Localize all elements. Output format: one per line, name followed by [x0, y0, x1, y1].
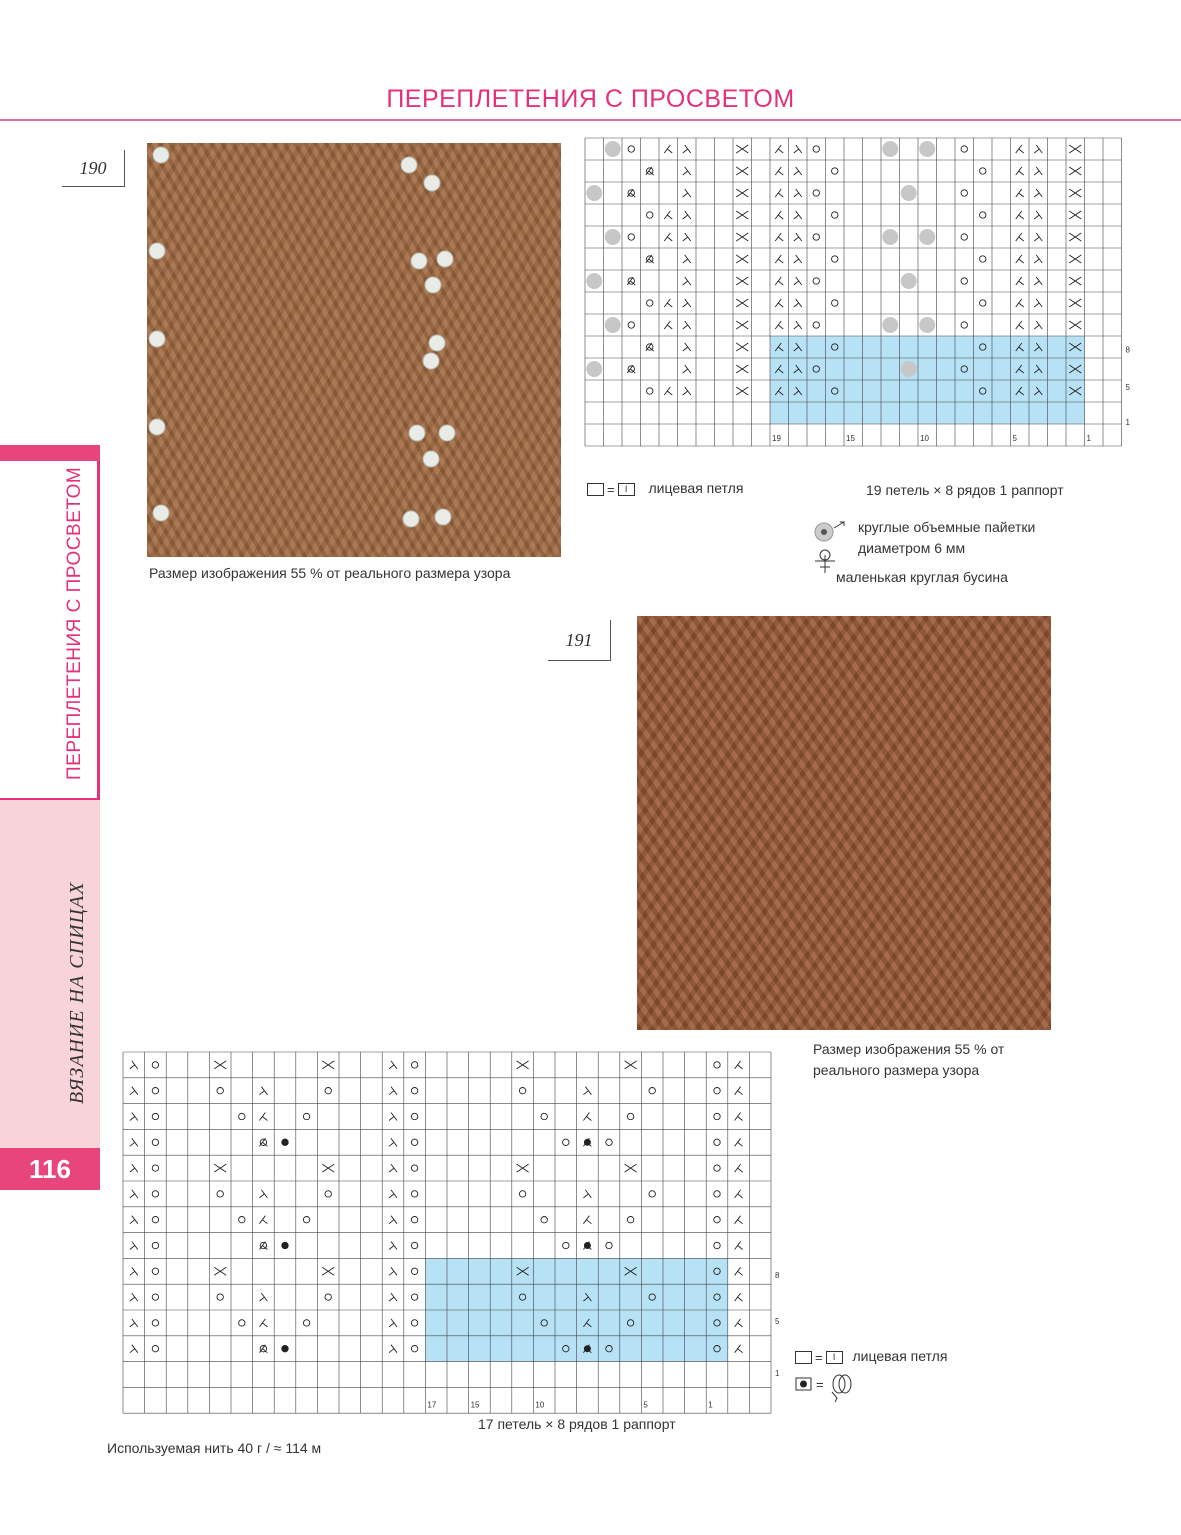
decrease-symbol: [389, 1319, 397, 1327]
empty-cell-icon: [795, 1351, 812, 1364]
knitting-chart-191: [123, 1052, 780, 1410]
legend-knit-190: = I лицевая петля: [587, 480, 743, 497]
decrease-symbol: [794, 189, 802, 197]
cross-symbol: [1069, 167, 1081, 175]
knit-sample-photo-191: [637, 616, 1051, 1030]
sequin-marker: [586, 361, 602, 377]
sequin-icon: [812, 520, 848, 549]
yarn-over-symbol: [606, 1139, 612, 1145]
yarn-over-symbol: [239, 1217, 245, 1223]
decrease-symbol: [583, 1087, 591, 1095]
decrease-symbol: [683, 343, 691, 351]
decrease-symbol: [389, 1293, 397, 1301]
yarn-over-symbol: [541, 1217, 547, 1223]
yarn-over-symbol: [714, 1113, 720, 1119]
yarn-over-symbol: [152, 1294, 158, 1300]
decrease-symbol: [130, 1087, 138, 1095]
cross-symbol: [736, 211, 748, 219]
stitch-number: 5: [643, 1400, 648, 1410]
decrease-symbol: [794, 167, 802, 175]
yarn-over-symbol: [980, 256, 986, 262]
cross-symbol: [517, 1061, 529, 1069]
decrease-symbol: [683, 255, 691, 263]
stitch-number: 10: [920, 434, 929, 444]
bobble-symbol: [282, 1242, 289, 1249]
decrease-symbol: [389, 1345, 397, 1353]
pattern-number-191: 191: [548, 620, 611, 661]
decrease-symbol: [1034, 211, 1042, 219]
yarn-over-symbol: [217, 1294, 223, 1300]
yarn-over-symbol: [961, 234, 967, 240]
cross-symbol: [1069, 233, 1081, 241]
yarn-over-symbol: [813, 146, 819, 152]
yarn-over-symbol: [714, 1242, 720, 1248]
yarn-over-symbol: [813, 278, 819, 284]
decrease-symbol: [1016, 255, 1024, 263]
sequin-marker: [901, 361, 917, 377]
row-number: 1: [1125, 418, 1130, 428]
svg-text:=: =: [816, 1377, 824, 1392]
yarn-over-symbol: [714, 1165, 720, 1171]
decrease-symbol: [664, 387, 672, 395]
decrease-symbol: [683, 211, 691, 219]
yarn-over-symbol: [152, 1242, 158, 1248]
header-divider: [0, 119, 1181, 121]
bobble-symbol: [584, 1139, 591, 1146]
yarn-over-symbol: [152, 1191, 158, 1197]
yarn-over-symbol: [563, 1139, 569, 1145]
repeat-info-191: 17 петель × 8 рядов 1 раппорт: [478, 1416, 676, 1432]
yarn-over-symbol: [563, 1242, 569, 1248]
legend-knit-label: лицевая петля: [648, 480, 744, 496]
sequins-decoration: [147, 143, 561, 557]
decrease-symbol: [775, 211, 783, 219]
stitch-number: 15: [846, 434, 855, 444]
decrease-symbol: [389, 1190, 397, 1198]
cross-symbol: [736, 167, 748, 175]
yarn-over-symbol: [606, 1242, 612, 1248]
yarn-over-symbol: [217, 1088, 223, 1094]
decrease-symbol: [664, 145, 672, 153]
cross-symbol: [214, 1164, 226, 1172]
decrease-symbol: [664, 321, 672, 329]
decrease-symbol: [130, 1216, 138, 1224]
photo-caption-191: Размер изображения 55 % от реального размера узора: [813, 1041, 1005, 1078]
yarn-over-symbol: [411, 1320, 417, 1326]
yarn-over-symbol: [813, 322, 819, 328]
cross-symbol: [736, 277, 748, 285]
decrease-symbol: [1034, 233, 1042, 241]
yarn-over-symbol: [217, 1191, 223, 1197]
yarn-over-symbol: [519, 1088, 525, 1094]
decrease-symbol: [683, 277, 691, 285]
cross-symbol: [1069, 189, 1081, 197]
yarn-over-symbol: [832, 300, 838, 306]
cross-symbol: [736, 387, 748, 395]
yarn-over-symbol: [519, 1191, 525, 1197]
cross-symbol: [736, 189, 748, 197]
decrease-symbol: [130, 1242, 138, 1250]
row-number: 8: [1125, 345, 1130, 355]
yarn-over-symbol: [627, 1217, 633, 1223]
yarn-over-symbol: [411, 1217, 417, 1223]
yarn-over-symbol: [152, 1217, 158, 1223]
bobble-symbol: [584, 1345, 591, 1352]
cross-symbol: [1069, 277, 1081, 285]
yarn-over-symbol: [152, 1346, 158, 1352]
yarn-over-symbol: [714, 1191, 720, 1197]
yarn-over-symbol: [152, 1088, 158, 1094]
cross-symbol: [322, 1267, 334, 1275]
decrease-symbol: [664, 211, 672, 219]
decrease-symbol: [735, 1113, 743, 1121]
sequin-marker: [605, 141, 621, 157]
bobble-symbol: [584, 1242, 591, 1249]
decrease-symbol: [1016, 299, 1024, 307]
decrease-symbol: [735, 1061, 743, 1069]
yarn-over-symbol: [152, 1113, 158, 1119]
yarn-over-symbol: [411, 1088, 417, 1094]
decrease-symbol: [1016, 321, 1024, 329]
decrease-symbol: [683, 299, 691, 307]
yarn-over-symbol: [647, 388, 653, 394]
cross-symbol: [1069, 211, 1081, 219]
bobble-legend: [795, 1374, 865, 1409]
row-number: 8: [775, 1270, 780, 1280]
decrease-symbol: [735, 1319, 743, 1327]
yarn-over-symbol: [541, 1113, 547, 1119]
decrease-symbol: [794, 211, 802, 219]
page-number: 116: [29, 1154, 71, 1184]
yarn-over-symbol: [647, 212, 653, 218]
yarn-over-symbol: [961, 190, 967, 196]
cross-symbol: [736, 299, 748, 307]
decrease-symbol: [794, 299, 802, 307]
decrease-symbol: [1034, 255, 1042, 263]
yarn-over-symbol: [239, 1113, 245, 1119]
decrease-symbol: [583, 1216, 591, 1224]
row-number: 5: [775, 1317, 780, 1327]
cross-symbol: [736, 233, 748, 241]
yarn-over-symbol: [411, 1268, 417, 1274]
sequin-marker: [901, 185, 917, 201]
decrease-symbol: [683, 167, 691, 175]
yarn-over-symbol: [152, 1268, 158, 1274]
decrease-symbol: [259, 1293, 267, 1301]
cross-symbol: [625, 1164, 637, 1172]
yarn-over-symbol: [303, 1320, 309, 1326]
decrease-symbol: [259, 1087, 267, 1095]
decrease-symbol: [389, 1216, 397, 1224]
yarn-over-symbol: [813, 190, 819, 196]
decrease-symbol: [775, 277, 783, 285]
knit-sample-photo-190: [147, 143, 561, 557]
side-book-title: ВЯЗАНИЕ НА СПИЦАХ: [66, 881, 88, 1104]
yarn-over-symbol: [411, 1062, 417, 1068]
yarn-over-symbol: [152, 1139, 158, 1145]
section-tab-band: [0, 445, 100, 461]
knit-symbol-icon: I: [826, 1351, 843, 1364]
decrease-symbol: [1034, 299, 1042, 307]
cross-symbol: [736, 255, 748, 263]
decrease-symbol: [389, 1164, 397, 1172]
decrease-symbol: [735, 1242, 743, 1250]
yarn-over-symbol: [649, 1191, 655, 1197]
page-title: ПЕРЕПЛЕТЕНИЯ С ПРОСВЕТОМ: [386, 85, 795, 113]
decrease-symbol: [1016, 145, 1024, 153]
cross-symbol: [1069, 145, 1081, 153]
decrease-symbol: [259, 1190, 267, 1198]
decrease-symbol: [775, 321, 783, 329]
yarn-over-symbol: [813, 234, 819, 240]
yarn-over-symbol: [980, 212, 986, 218]
decrease-symbol: [794, 233, 802, 241]
decrease-symbol: [735, 1190, 743, 1198]
decrease-symbol: [794, 255, 802, 263]
cross-symbol: [322, 1061, 334, 1069]
cross-symbol: [214, 1267, 226, 1275]
yarn-over-symbol: [411, 1165, 417, 1171]
decrease-symbol: [130, 1190, 138, 1198]
yarn-over-symbol: [714, 1139, 720, 1145]
decrease-symbol: [683, 321, 691, 329]
decrease-symbol: [775, 233, 783, 241]
bobble-symbol: [282, 1345, 289, 1352]
decrease-symbol: [794, 145, 802, 153]
bobble-icon: [795, 1374, 865, 1404]
yarn-over-symbol: [961, 322, 967, 328]
yarn-over-symbol: [714, 1217, 720, 1223]
yarn-over-symbol: [411, 1242, 417, 1248]
pattern-number-190: 190: [62, 150, 125, 187]
yarn-over-symbol: [325, 1294, 331, 1300]
legend-knit-label: лицевая петля: [852, 1348, 948, 1364]
decrease-symbol: [683, 365, 691, 373]
decrease-symbol: [130, 1061, 138, 1069]
decrease-symbol: [130, 1293, 138, 1301]
decrease-symbol: [1016, 211, 1024, 219]
decrease-symbol: [583, 1113, 591, 1121]
sequin-marker: [919, 141, 935, 157]
sequin-marker: [605, 317, 621, 333]
empty-cell-icon: [587, 483, 604, 496]
decrease-symbol: [1016, 167, 1024, 175]
knitting-chart-190: [585, 138, 1141, 468]
yarn-over-symbol: [628, 322, 634, 328]
yarn-over-symbol: [980, 300, 986, 306]
decrease-symbol: [735, 1087, 743, 1095]
decrease-symbol: [389, 1061, 397, 1069]
decrease-symbol: [735, 1216, 743, 1224]
yarn-over-symbol: [714, 1062, 720, 1068]
decrease-symbol: [583, 1190, 591, 1198]
decrease-symbol: [259, 1113, 267, 1121]
decrease-symbol: [389, 1242, 397, 1250]
decrease-symbol: [1016, 233, 1024, 241]
legend-bead-label: маленькая круглая бусина: [836, 569, 1008, 585]
bobble-symbol: [282, 1139, 289, 1146]
decrease-symbol: [259, 1319, 267, 1327]
yarn-over-symbol: [411, 1139, 417, 1145]
decrease-symbol: [130, 1345, 138, 1353]
decrease-symbol: [130, 1164, 138, 1172]
decrease-symbol: [130, 1319, 138, 1327]
cross-symbol: [1069, 321, 1081, 329]
yarn-over-symbol: [628, 146, 634, 152]
stitch-number: 5: [1012, 434, 1017, 444]
yarn-over-symbol: [649, 1088, 655, 1094]
cross-symbol: [736, 321, 748, 329]
yarn-over-symbol: [411, 1294, 417, 1300]
sequin-marker: [919, 229, 935, 245]
sequin-marker: [882, 317, 898, 333]
side-section-title: ПЕРЕПЛЕТЕНИЯ С ПРОСВЕТОМ: [64, 466, 85, 780]
sequin-marker: [605, 229, 621, 245]
decrease-symbol: [130, 1138, 138, 1146]
yarn-over-symbol: [303, 1113, 309, 1119]
decrease-symbol: [389, 1267, 397, 1275]
cross-symbol: [1069, 255, 1081, 263]
cross-symbol: [736, 343, 748, 351]
photo-caption-190: Размер изображения 55 % от реального размера узора: [149, 565, 511, 581]
sequin-marker: [586, 185, 602, 201]
decrease-symbol: [735, 1138, 743, 1146]
yarn-over-symbol: [714, 1088, 720, 1094]
yarn-over-symbol: [647, 300, 653, 306]
decrease-symbol: [775, 145, 783, 153]
decrease-symbol: [389, 1113, 397, 1121]
stitch-number: 1: [708, 1400, 713, 1410]
sequin-marker: [901, 273, 917, 289]
decrease-symbol: [794, 321, 802, 329]
yarn-note: Используемая нить 40 г / ≈ 114 м: [107, 1440, 322, 1456]
decrease-symbol: [1034, 189, 1042, 197]
decrease-symbol: [389, 1138, 397, 1146]
decrease-symbol: [130, 1113, 138, 1121]
stitch-number: 1: [1086, 434, 1091, 444]
row-number: 5: [1125, 382, 1130, 392]
cross-symbol: [736, 365, 748, 373]
sequin-marker: [919, 317, 935, 333]
yarn-over-symbol: [961, 278, 967, 284]
yarn-over-symbol: [628, 234, 634, 240]
decrease-symbol: [735, 1267, 743, 1275]
decrease-symbol: [1034, 277, 1042, 285]
legend-sequin-label: круглые объемные пайетки диаметром 6 мм: [858, 519, 1036, 556]
repeat-info-190: 19 петель × 8 рядов 1 раппорт: [866, 482, 1064, 498]
cross-symbol: [625, 1061, 637, 1069]
yarn-over-symbol: [411, 1113, 417, 1119]
yarn-over-symbol: [832, 256, 838, 262]
decrease-symbol: [735, 1164, 743, 1172]
stitch-number: 10: [535, 1400, 545, 1410]
stitch-number: 19: [772, 434, 781, 444]
decrease-symbol: [1034, 321, 1042, 329]
decrease-symbol: [664, 233, 672, 241]
yarn-over-symbol: [152, 1320, 158, 1326]
decrease-symbol: [794, 277, 802, 285]
yarn-over-symbol: [411, 1346, 417, 1352]
yarn-over-symbol: [832, 168, 838, 174]
yarn-over-symbol: [152, 1062, 158, 1068]
decrease-symbol: [389, 1087, 397, 1095]
decrease-symbol: [775, 299, 783, 307]
legend-knit-191: = I лицевая петля: [795, 1348, 947, 1365]
decrease-symbol: [259, 1216, 267, 1224]
yarn-over-symbol: [627, 1113, 633, 1119]
sequin-marker: [586, 273, 602, 289]
decrease-symbol: [1016, 277, 1024, 285]
row-number: 1: [775, 1368, 780, 1378]
decrease-symbol: [1016, 189, 1024, 197]
decrease-symbol: [683, 387, 691, 395]
knit-symbol-icon: I: [618, 483, 635, 496]
decrease-symbol: [775, 255, 783, 263]
yarn-over-symbol: [303, 1217, 309, 1223]
cross-symbol: [1069, 299, 1081, 307]
yarn-over-symbol: [832, 212, 838, 218]
yarn-over-symbol: [325, 1088, 331, 1094]
decrease-symbol: [775, 189, 783, 197]
stitch-number: 17: [427, 1400, 437, 1410]
decrease-symbol: [1034, 167, 1042, 175]
decrease-symbol: [735, 1345, 743, 1353]
decrease-symbol: [130, 1267, 138, 1275]
decrease-symbol: [664, 299, 672, 307]
sequin-marker: [882, 229, 898, 245]
cross-symbol: [736, 145, 748, 153]
yarn-over-symbol: [411, 1191, 417, 1197]
cross-symbol: [214, 1061, 226, 1069]
decrease-symbol: [735, 1293, 743, 1301]
yarn-over-symbol: [961, 146, 967, 152]
yarn-over-symbol: [152, 1165, 158, 1171]
decrease-symbol: [683, 189, 691, 197]
yarn-over-symbol: [980, 168, 986, 174]
decrease-symbol: [775, 167, 783, 175]
bead-icon: [812, 547, 838, 580]
stitch-number: 15: [470, 1400, 480, 1410]
cross-symbol: [517, 1164, 529, 1172]
decrease-symbol: [683, 145, 691, 153]
cross-symbol: [322, 1164, 334, 1172]
decrease-symbol: [1034, 145, 1042, 153]
yarn-over-symbol: [239, 1320, 245, 1326]
decrease-symbol: [683, 233, 691, 241]
sequin-marker: [882, 141, 898, 157]
yarn-over-symbol: [325, 1191, 331, 1197]
